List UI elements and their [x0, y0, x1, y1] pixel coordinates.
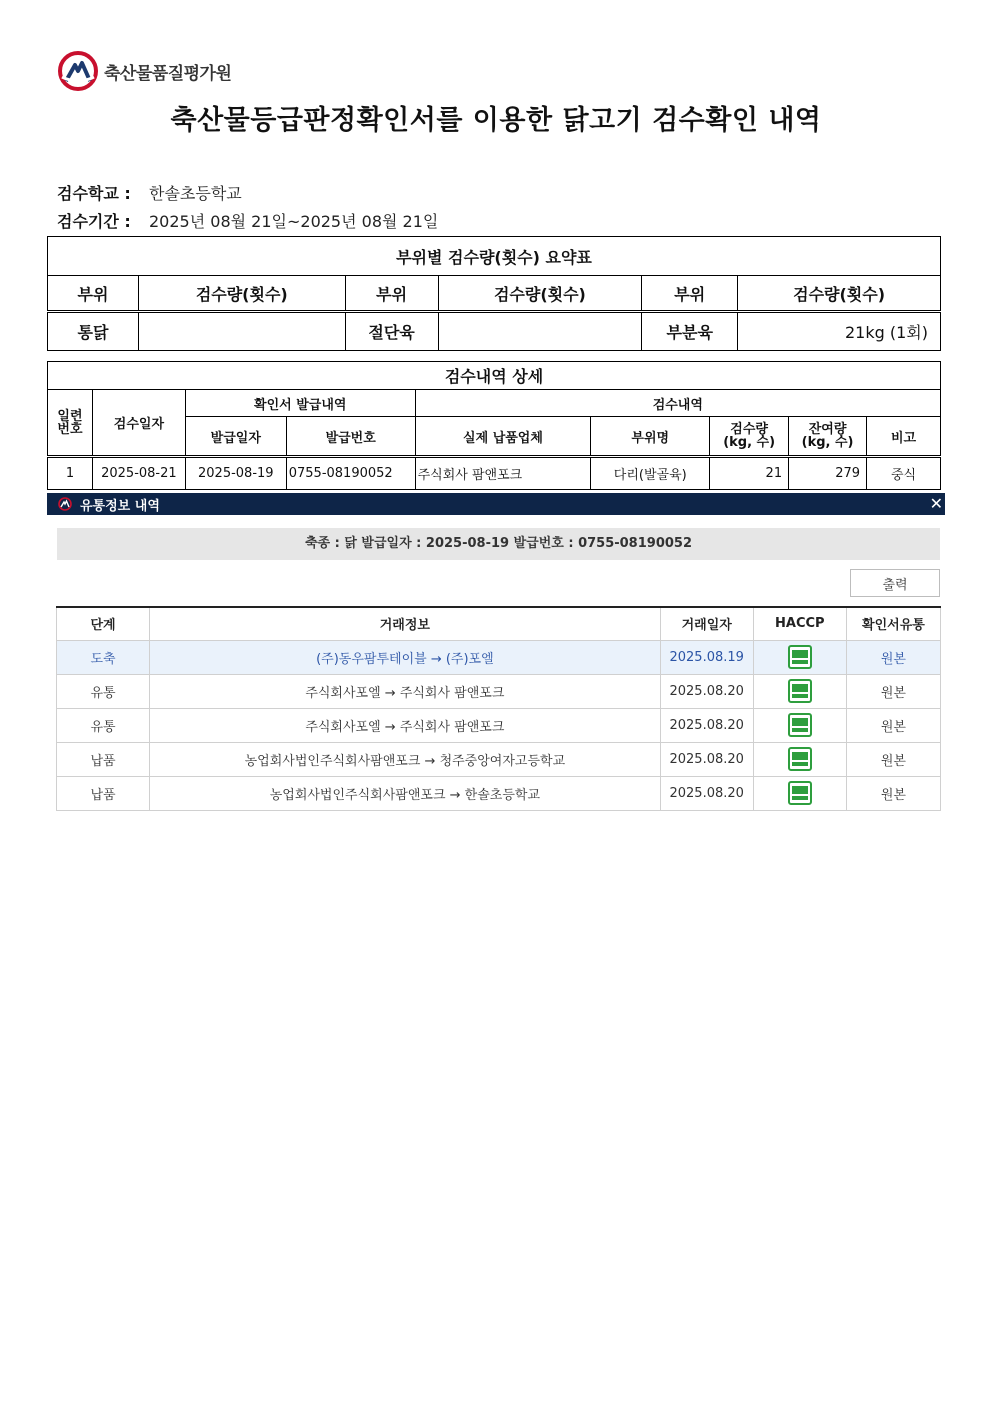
cell-cert: 원본	[846, 776, 940, 810]
cell-inspect-date: 2025-08-21	[92, 457, 185, 490]
detail-table	[47, 361, 941, 490]
header-note: 비고	[867, 417, 941, 457]
haccp-certification-icon	[788, 781, 812, 805]
school-value: 한솔초등학교	[149, 184, 242, 203]
summary-part-cut: 절단육	[345, 312, 438, 351]
cell-date: 2025.08.20	[660, 674, 753, 708]
header-remain: 잔여량 (kg, 수)	[789, 417, 867, 457]
cell-cert: 원본	[846, 708, 940, 742]
cell-vendor: 주식회사 팜앤포크	[415, 457, 591, 490]
table-row[interactable]	[57, 776, 941, 810]
cell-haccp	[753, 776, 846, 810]
org-name: 축산물품질평가원	[104, 63, 232, 84]
summary-header-amount: 검수량(횟수)	[138, 276, 345, 312]
popup-titlebar	[47, 493, 945, 515]
summary-table	[47, 236, 941, 351]
header-trade-date: 거래일자	[660, 607, 753, 640]
cell-qty: 21	[710, 457, 789, 490]
period-value: 2025년 08월 21일~2025년 08월 21일	[149, 212, 439, 231]
popup-logo-icon	[58, 497, 72, 511]
haccp-certification-icon	[788, 679, 812, 703]
cell-serial: 1	[48, 457, 93, 490]
cell-stage: 납품	[57, 742, 150, 776]
summary-part-portion: 부분육	[642, 312, 738, 351]
cell-cert: 원본	[846, 674, 940, 708]
header-vendor: 실제 납품업체	[415, 417, 591, 457]
cell-stage: 납품	[57, 776, 150, 810]
org-logo-icon	[58, 51, 98, 91]
cell-trade: 주식회사포엘 → 주식회사 팜앤포크	[150, 674, 661, 708]
summary-header-part: 부위	[642, 276, 738, 312]
close-icon[interactable]: ✕	[929, 494, 943, 513]
cell-stage: 도축	[57, 640, 150, 674]
period-label: 검수기간 :	[57, 212, 131, 231]
cell-date: 2025.08.19	[660, 640, 753, 674]
haccp-certification-icon	[788, 747, 812, 771]
table-row[interactable]	[57, 640, 941, 674]
header-serial: 일련 번호	[48, 390, 93, 457]
header-cert-distribution: 확인서유통	[846, 607, 940, 640]
cell-haccp	[753, 708, 846, 742]
print-button[interactable]: 출력	[850, 569, 940, 597]
summary-part-whole: 통닭	[48, 312, 139, 351]
popup-title: 유통정보 내역	[80, 498, 160, 514]
summary-header-part: 부위	[345, 276, 438, 312]
summary-amount-whole	[138, 312, 345, 351]
distribution-meta: 축종 : 닭 발급일자 : 2025-08-19 발급번호 : 0755-08190052	[57, 528, 940, 560]
cell-date: 2025.08.20	[660, 708, 753, 742]
cell-remain: 279	[789, 457, 867, 490]
cell-issue-no: 0755-08190052	[286, 457, 415, 490]
header-stage: 단계	[57, 607, 150, 640]
haccp-certification-icon	[788, 645, 812, 669]
summary-caption: 부위별 검수량(횟수) 요약표	[48, 237, 941, 276]
table-row	[48, 457, 941, 490]
summary-header-amount: 검수량(횟수)	[738, 276, 941, 312]
cell-note: 중식	[867, 457, 941, 490]
school-label: 검수학교 :	[57, 184, 131, 203]
table-row[interactable]	[57, 674, 941, 708]
summary-header-part: 부위	[48, 276, 139, 312]
cell-trade: 주식회사포엘 → 주식회사 팜앤포크	[150, 708, 661, 742]
header-inspect-detail: 검수내역	[415, 390, 940, 417]
cell-stage: 유통	[57, 674, 150, 708]
cell-stage: 유통	[57, 708, 150, 742]
cell-haccp	[753, 640, 846, 674]
cell-cert: 원본	[846, 640, 940, 674]
page-title: 축산물등급판정확인서를 이용한 닭고기 검수확인 내역	[170, 105, 822, 136]
table-row[interactable]	[57, 742, 941, 776]
detail-caption: 검수내역 상세	[48, 362, 941, 390]
summary-amount-portion: 21kg (1회)	[738, 312, 941, 351]
header-cert-issue: 확인서 발급내역	[185, 390, 415, 417]
table-row[interactable]	[57, 708, 941, 742]
header-qty: 검수량 (kg, 수)	[710, 417, 789, 457]
header-part-name: 부위명	[591, 417, 710, 457]
cell-cert: 원본	[846, 742, 940, 776]
header-haccp: HACCP	[753, 607, 846, 640]
cell-date: 2025.08.20	[660, 776, 753, 810]
distribution-table	[56, 606, 941, 811]
school-info	[57, 181, 242, 204]
cell-issue-date: 2025-08-19	[185, 457, 286, 490]
haccp-certification-icon	[788, 713, 812, 737]
header-trade-info: 거래정보	[150, 607, 661, 640]
header-issue-no: 발급번호	[286, 417, 415, 457]
period-info	[57, 209, 438, 232]
cell-date: 2025.08.20	[660, 742, 753, 776]
summary-amount-cut	[438, 312, 642, 351]
cell-trade: (주)동우팜투테이블 → (주)포엘	[150, 640, 661, 674]
summary-header-amount: 검수량(횟수)	[438, 276, 642, 312]
cell-haccp	[753, 674, 846, 708]
cell-trade: 농업회사법인주식회사팜앤포크 → 청주중앙여자고등학교	[150, 742, 661, 776]
header-inspect-date: 검수일자	[92, 390, 185, 457]
cell-part-name: 다리(발골육)	[591, 457, 710, 490]
org-logo	[58, 50, 231, 92]
cell-haccp	[753, 742, 846, 776]
cell-trade: 농업회사법인주식회사팜앤포크 → 한솔초등학교	[150, 776, 661, 810]
header-issue-date: 발급일자	[185, 417, 286, 457]
